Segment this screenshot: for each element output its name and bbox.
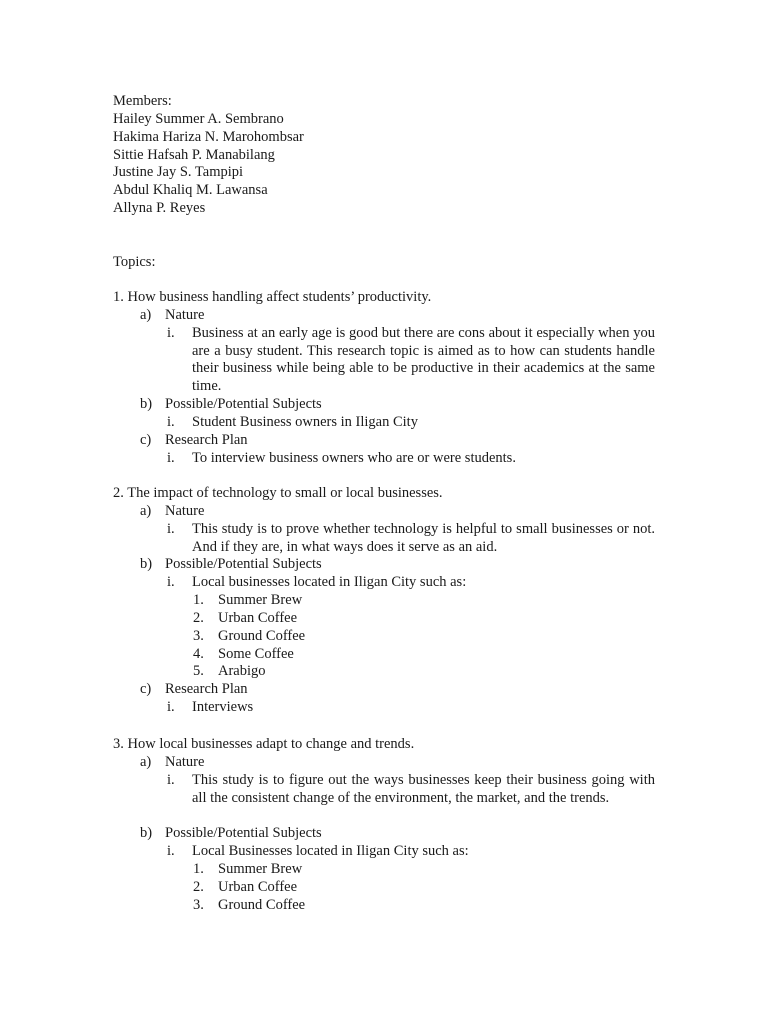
nature-text: This study is to figure out the ways businesses keep their business going with all the consistent change of the environment, the market, and the trends. <box>192 771 655 806</box>
nature-label: Nature <box>165 306 205 323</box>
subjects-text: Student Business owners in Iligan City <box>192 413 418 430</box>
nature-description <box>113 325 658 396</box>
member-name: Hakima Hariza N. Marohombsar <box>113 128 304 145</box>
roman-numeral: i. <box>167 771 175 788</box>
business-name: Ground Coffee <box>218 896 306 913</box>
plan-item <box>113 681 658 699</box>
list-marker: a) <box>140 502 152 519</box>
member-name: Abdul Khaliq M. Lawansa <box>113 182 268 199</box>
plan-item <box>113 432 658 450</box>
list-marker: b) <box>140 396 153 413</box>
roman-numeral: i. <box>167 843 175 860</box>
plan-description <box>113 450 658 468</box>
roman-numeral: i. <box>167 449 175 466</box>
topic-title <box>113 485 658 503</box>
topic-title <box>113 289 658 307</box>
business-name: Summer Brew <box>218 592 303 609</box>
item-number: 2. <box>193 878 204 895</box>
nature-description <box>113 521 658 557</box>
topic-title-text: 3. How local businesses adapt to change and trends. <box>113 736 415 752</box>
business-item <box>113 897 658 915</box>
subjects-description <box>113 414 658 432</box>
nature-description <box>113 772 658 826</box>
plan-text: To interview business owners who are or were students. <box>192 449 516 466</box>
nature-text: This study is to prove whether technology is helpful to small businesses or not. And if they are, in what ways does it serve as an aid. <box>192 520 655 555</box>
subjects-text: Local Businesses located in Iligan City such as: <box>192 843 469 860</box>
item-number: 1. <box>193 592 204 609</box>
subjects-text: Local businesses located in Iligan City such as: <box>192 574 467 591</box>
subjects-item <box>113 396 658 414</box>
members-heading: Members: <box>113 93 172 109</box>
business-name: Ground Coffee <box>218 627 306 644</box>
plan-description <box>113 699 658 717</box>
topic-1 <box>113 289 658 467</box>
business-item <box>113 663 658 681</box>
member-name: Allyna P. Reyes <box>113 200 206 217</box>
business-name: Some Coffee <box>218 645 294 662</box>
members-section <box>113 93 658 218</box>
topic-2 <box>113 485 658 717</box>
business-item <box>113 592 658 610</box>
topic-3 <box>113 736 658 914</box>
subjects-description <box>113 574 658 592</box>
nature-item <box>113 307 658 325</box>
item-number: 1. <box>193 860 204 877</box>
roman-numeral: i. <box>167 699 175 716</box>
subjects-label: Possible/Potential Subjects <box>165 825 322 842</box>
item-number: 2. <box>193 609 204 626</box>
topic-title <box>113 736 658 754</box>
topic-title-text: 2. The impact of technology to small or local businesses. <box>113 485 443 501</box>
list-marker: a) <box>140 753 152 770</box>
plan-text: Interviews <box>192 699 254 716</box>
list-marker: c) <box>140 681 152 698</box>
nature-item <box>113 503 658 521</box>
business-item <box>113 861 658 879</box>
list-marker: c) <box>140 431 152 448</box>
subjects-description <box>113 843 658 861</box>
item-number: 3. <box>193 627 204 644</box>
roman-numeral: i. <box>167 574 175 591</box>
business-item <box>113 628 658 646</box>
subjects-label: Possible/Potential Subjects <box>165 396 322 413</box>
subjects-label: Possible/Potential Subjects <box>165 556 322 573</box>
list-marker: a) <box>140 306 152 323</box>
business-name: Summer Brew <box>218 860 303 877</box>
business-name: Urban Coffee <box>218 878 298 895</box>
business-item <box>113 610 658 628</box>
subjects-item <box>113 556 658 574</box>
business-name: Arabigo <box>218 663 266 680</box>
topics-heading <box>113 254 658 272</box>
member-name: Justine Jay S. Tampipi <box>113 164 244 181</box>
member-name: Sittie Hafsah P. Manabilang <box>113 146 275 163</box>
nature-label: Nature <box>165 753 205 770</box>
item-number: 4. <box>193 645 204 662</box>
nature-text: Business at an early age is good but there are cons about it especially when you are a busy student. This research topic is aimed as to how can students handle their business while being able to be productive in their academics at the same time. <box>192 324 655 395</box>
item-number: 5. <box>193 663 204 680</box>
topic-title-text: 1. How business handling affect students’ productivity. <box>113 289 432 305</box>
list-marker: b) <box>140 556 153 573</box>
roman-numeral: i. <box>167 413 175 430</box>
plan-label: Research Plan <box>165 431 248 448</box>
roman-numeral: i. <box>167 520 175 537</box>
list-marker: b) <box>140 825 153 842</box>
business-name: Urban Coffee <box>218 609 298 626</box>
topics-heading-text: Topics: <box>113 254 156 270</box>
plan-label: Research Plan <box>165 681 248 698</box>
nature-item <box>113 754 658 772</box>
roman-numeral: i. <box>167 324 175 341</box>
business-item <box>113 646 658 664</box>
subjects-item <box>113 825 658 843</box>
item-number: 3. <box>193 896 204 913</box>
nature-label: Nature <box>165 502 205 519</box>
member-name: Hailey Summer A. Sembrano <box>113 110 284 127</box>
business-item <box>113 879 658 897</box>
